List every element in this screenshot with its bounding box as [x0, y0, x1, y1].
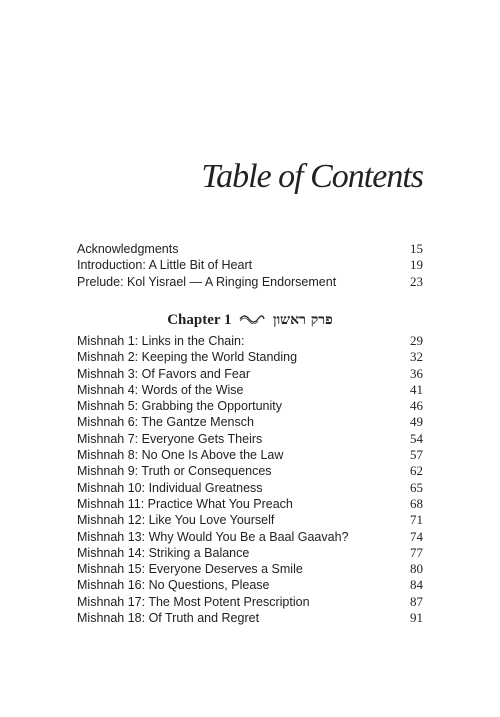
toc-entry-page: 41 — [410, 381, 423, 397]
toc-entry-page: 80 — [410, 561, 423, 577]
toc-entry[interactable] — [77, 529, 423, 545]
toc-entry-page: 32 — [410, 349, 423, 365]
toc-entry[interactable] — [77, 274, 423, 290]
chapter-label: Chapter 1 — [167, 312, 232, 328]
toc-entry-label: Mishnah 13: Why Would You Be a Baal Gaavah? — [77, 529, 349, 544]
toc-entry-page: 65 — [410, 479, 423, 495]
toc-entry-label: Mishnah 15: Everyone Deserves a Smile — [77, 562, 303, 577]
toc-entry[interactable] — [77, 257, 423, 273]
toc-entry-page: 57 — [410, 447, 423, 463]
toc-entry[interactable] — [77, 545, 423, 561]
toc-entry[interactable] — [77, 431, 423, 447]
toc-entry[interactable] — [77, 366, 423, 382]
toc-entry[interactable] — [77, 414, 423, 430]
toc-entry[interactable] — [77, 512, 423, 528]
ornament-icon — [239, 312, 265, 329]
chapter-entries-list — [77, 333, 423, 626]
toc-entry-page: 15 — [410, 241, 423, 256]
toc-entry-page: 49 — [410, 414, 423, 430]
toc-entry-label: Mishnah 17: The Most Potent Prescription — [77, 594, 310, 609]
toc-entry[interactable] — [77, 577, 423, 593]
toc-entry-page: 87 — [410, 593, 423, 609]
toc-entry[interactable] — [77, 382, 423, 398]
toc-entry-label: Mishnah 11: Practice What You Preach — [77, 496, 293, 511]
toc-entry-label: Mishnah 6: The Gantze Mensch — [77, 415, 254, 430]
toc-entry-label: Mishnah 1: Links in the Chain: — [77, 334, 245, 348]
toc-entry-page: 54 — [410, 430, 423, 446]
toc-entry-page: 71 — [410, 512, 423, 528]
toc-entry-label: Mishnah 7: Everyone Gets Theirs — [77, 431, 263, 446]
toc-entry[interactable] — [77, 610, 423, 626]
toc-entry-label: Mishnah 3: Of Favors and Fear — [77, 366, 250, 381]
toc-entry-page: 68 — [410, 495, 423, 511]
toc-entry-page: 91 — [410, 610, 423, 626]
toc-entry[interactable] — [77, 480, 423, 496]
toc-entry[interactable] — [77, 463, 423, 479]
toc-entry-label: Introduction: A Little Bit of Heart — [77, 258, 253, 273]
toc-entry-page: 23 — [410, 273, 423, 289]
toc-entry-label: Mishnah 4: Words of the Wise — [77, 382, 244, 397]
toc-entry-label: Mishnah 10: Individual Greatness — [77, 480, 263, 495]
toc-entry[interactable] — [77, 333, 423, 349]
page-title: Table of Contents — [201, 158, 423, 195]
toc-entry-label: Mishnah 12: Like You Love Yourself — [77, 513, 275, 528]
toc-entry[interactable] — [77, 594, 423, 610]
toc-entry-page: 29 — [410, 333, 423, 348]
toc-entry-label: Mishnah 5: Grabbing the Opportunity — [77, 399, 282, 414]
toc-entry-label: Mishnah 9: Truth or Consequences — [77, 464, 272, 479]
toc-entry-page: 36 — [410, 365, 423, 381]
toc-entry-label: Mishnah 18: Of Truth and Regret — [77, 611, 260, 626]
front-matter-list — [77, 241, 423, 290]
toc-entry-page: 77 — [410, 544, 423, 560]
toc-entry[interactable] — [77, 561, 423, 577]
toc-entry-label: Mishnah 2: Keeping the World Standing — [77, 350, 298, 365]
toc-entry[interactable] — [77, 241, 423, 257]
toc-entry-label: Prelude: Kol Yisrael — A Ringing Endorsement — [77, 274, 337, 289]
toc-entry-label: Mishnah 14: Striking a Balance — [77, 545, 250, 560]
toc-entry[interactable] — [77, 447, 423, 463]
toc-entry-label: Mishnah 8: No One Is Above the Law — [77, 448, 284, 463]
toc-entry-page: 19 — [410, 257, 423, 273]
chapter-hebrew-label: פרק ראשון — [273, 312, 333, 328]
toc-entry[interactable] — [77, 496, 423, 512]
toc-entry[interactable] — [77, 398, 423, 414]
toc-entry-page: 84 — [410, 577, 423, 593]
toc-entry[interactable] — [77, 349, 423, 365]
toc-entry-page: 74 — [410, 528, 423, 544]
toc-entry-label: Mishnah 16: No Questions, Please — [77, 578, 270, 593]
toc-entry-page: 46 — [410, 398, 423, 414]
toc-entry-label: Acknowledgments — [77, 242, 179, 256]
toc-entry-page: 62 — [410, 463, 423, 479]
chapter-heading — [0, 312, 500, 329]
